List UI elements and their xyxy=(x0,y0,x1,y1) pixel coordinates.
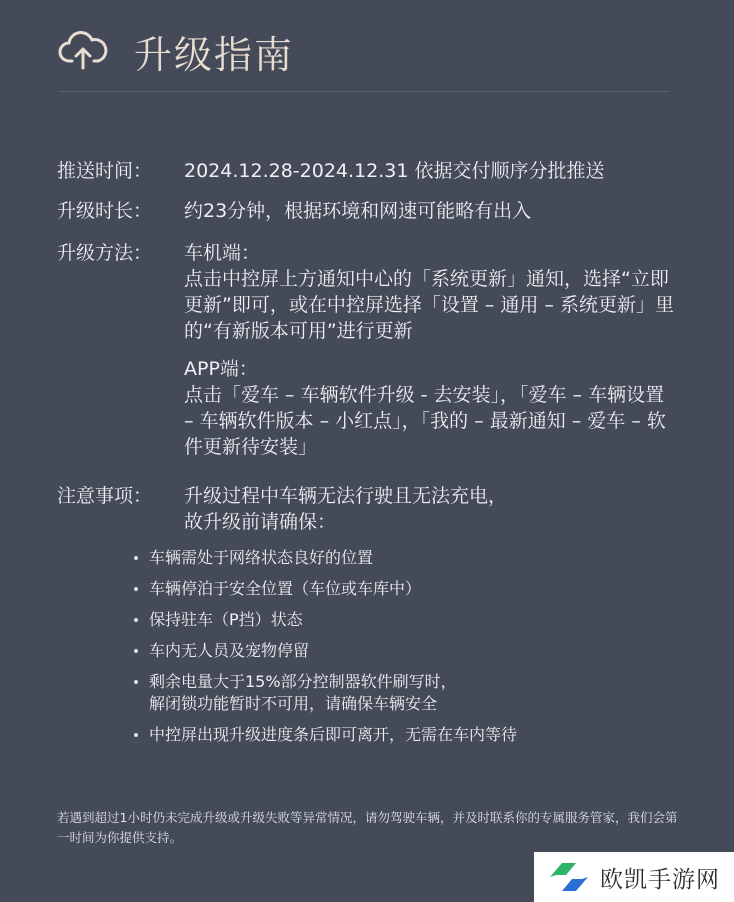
bullet-icon xyxy=(134,556,138,560)
list-item-text: 车内无人员及宠物停留 xyxy=(149,641,310,660)
list-item xyxy=(131,609,631,631)
list-item xyxy=(131,724,631,746)
push-time-label: 推送时间： xyxy=(57,160,153,182)
watermark-logo-icon xyxy=(546,859,592,895)
notes-row xyxy=(57,483,677,543)
push-time-row xyxy=(57,158,677,184)
duration-value: 约23分钟，根据环境和网速可能略有出入 xyxy=(184,200,532,222)
list-item xyxy=(131,671,631,715)
method-content xyxy=(184,240,674,460)
bullet-icon xyxy=(134,587,138,591)
duration-label: 升级时长： xyxy=(57,200,153,222)
notes-label: 注意事项： xyxy=(57,485,153,507)
push-time-value: 2024.12.28-2024.12.31 依据交付顺序分批推送 xyxy=(184,160,605,182)
notes-intro-line1: 升级过程中车辆无法行驶且无法充电， xyxy=(184,485,508,507)
cloud-upload-icon xyxy=(58,31,108,71)
method-label: 升级方法： xyxy=(57,242,153,264)
list-item xyxy=(131,578,631,600)
duration-row xyxy=(57,198,677,224)
header xyxy=(58,22,670,80)
list-item-text: 车辆需处于网络状态良好的位置 xyxy=(149,548,374,567)
app-method-title: APP端： xyxy=(184,358,258,380)
notes-list xyxy=(131,547,631,755)
car-method-text: 点击中控屏上方通知中心的「系统更新」通知，选择“立即更新”即可，或在中控屏选择「设置 – 通用 – 系统更新」里的“有新版本可用”进行更新 xyxy=(184,268,675,342)
notes-intro xyxy=(184,483,674,535)
watermark xyxy=(534,852,734,902)
bullet-icon xyxy=(134,649,138,653)
bullet-icon xyxy=(134,680,138,684)
list-item-text: 中控屏出现升级进度条后即可离开，无需在车内等待 xyxy=(149,725,518,744)
method-row xyxy=(57,240,677,470)
list-item xyxy=(131,547,631,569)
car-method-title: 车机端： xyxy=(184,242,261,264)
page-title: 升级指南 xyxy=(134,32,295,77)
list-item-text: 剩余电量大于15%部分控制器软件刷写时， xyxy=(149,672,457,691)
watermark-text: 欧凯手游网 xyxy=(600,866,720,893)
footnote: 若遇到超过1小时仍未完成升级或升级失败等异常情况，请勿驾驶车辆，并及时联系你的专属服务管家，我们会第一时间为你提供支持。 xyxy=(57,810,678,845)
bullet-icon xyxy=(134,618,138,622)
list-item-text: 车辆停泊于安全位置（车位或车库中） xyxy=(149,579,422,598)
list-item-text: 保持驻车（P挡）状态 xyxy=(149,610,303,629)
notes-intro-line2: 故升级前请确保： xyxy=(184,511,337,533)
bullet-icon xyxy=(134,733,138,737)
list-item xyxy=(131,640,631,662)
list-item-text-continued: 解闭锁功能暂时不可用，请确保车辆安全 xyxy=(149,694,438,713)
header-divider xyxy=(58,91,670,92)
app-method-text: 点击「爱车 – 车辆软件升级 - 去安装」，「爱车 – 车辆设置 – 车辆软件版本 – 小红点」，「我的 – 最新通知 – 爱车 – 软件更新待安装」 xyxy=(184,384,666,458)
